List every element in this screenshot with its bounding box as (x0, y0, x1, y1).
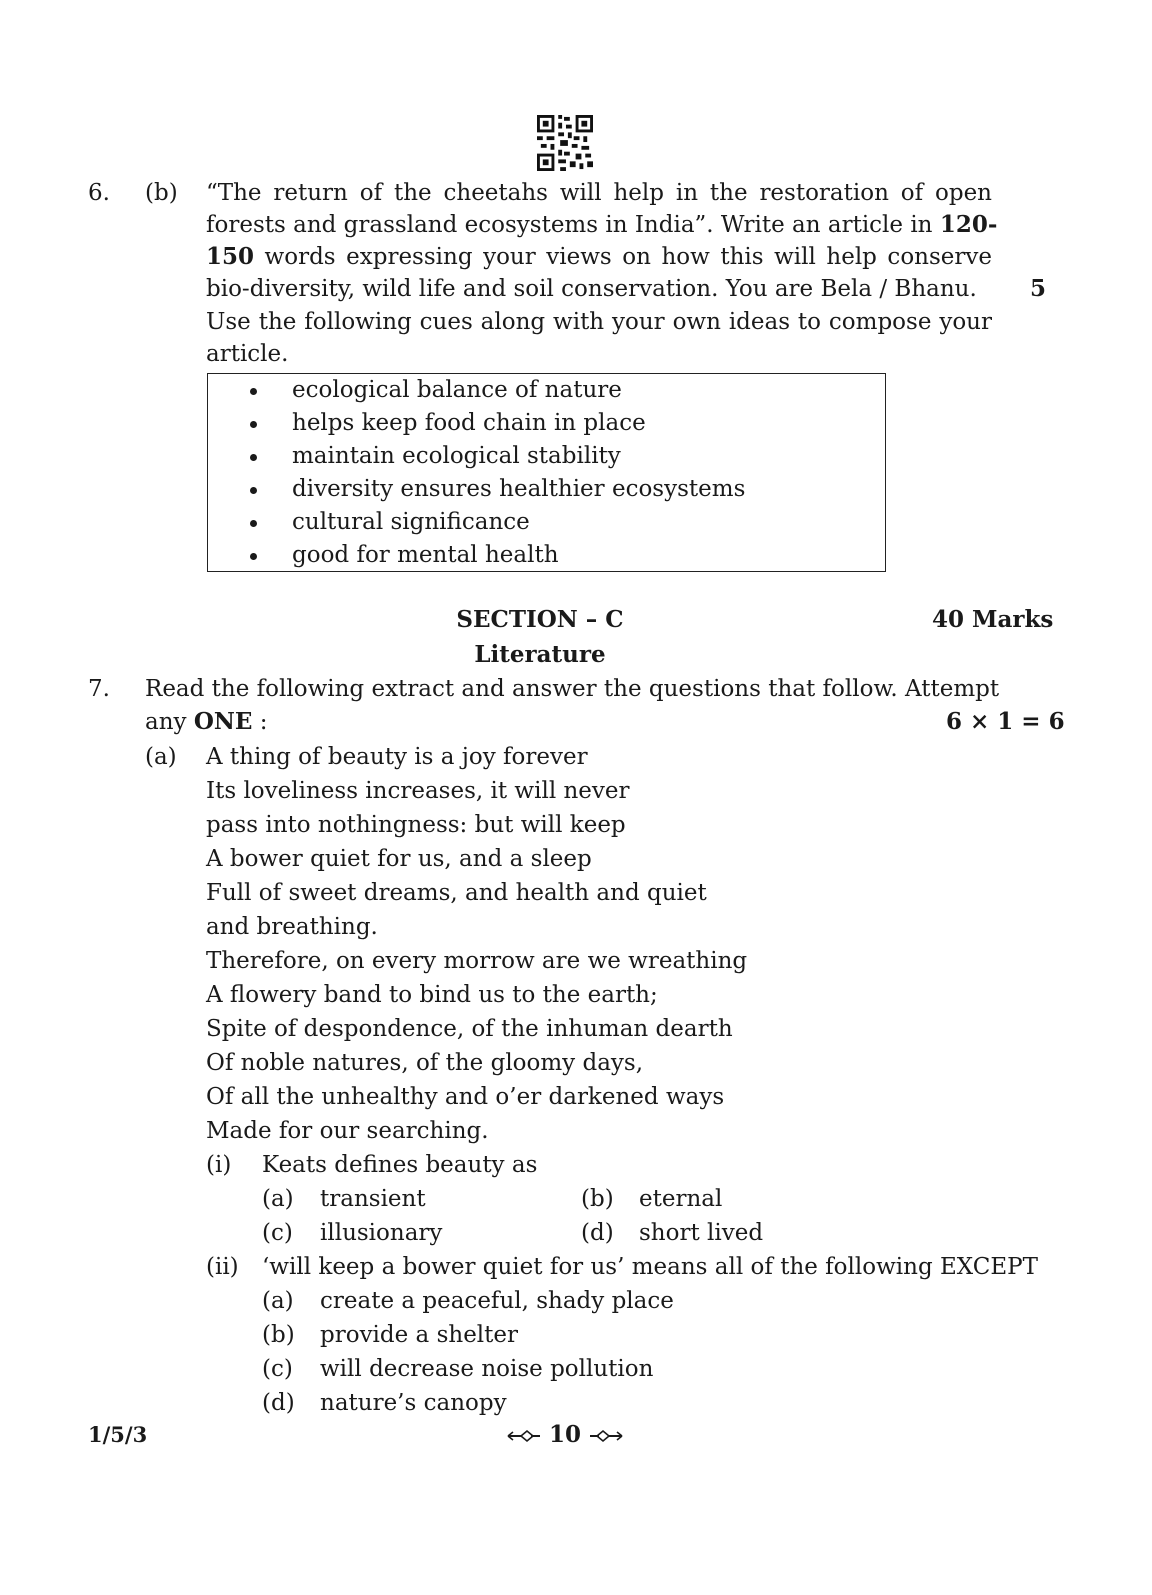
question-number-7: 7. (88, 676, 110, 702)
question-6-marks: 5 (1030, 275, 1047, 302)
poem-line: and breathing. (206, 914, 378, 940)
page-number: 10 (548, 1421, 581, 1448)
poem-line: A thing of beauty is a joy forever (206, 744, 588, 770)
poem-line: Its loveliness increases, it will never (206, 778, 630, 804)
option-text: nature’s canopy (320, 1390, 507, 1416)
question-6-line-5: Use the following cues along with your own ideas to compose your (206, 309, 992, 335)
option-label: (c) (262, 1220, 293, 1246)
sub-question-ii-label: (ii) (206, 1254, 239, 1280)
page-number-footer (500, 1420, 630, 1450)
sub-question-ii-text: ‘will keep a bower quiet for us’ means all of the following EXCEPT (262, 1254, 1038, 1280)
poem-line: A bower quiet for us, and a sleep (206, 846, 592, 872)
question-7-intro-line-2: any ONE : (145, 708, 268, 735)
cue-item: maintain ecological stability (208, 440, 885, 473)
question-6-line-6: article. (206, 341, 289, 367)
cue-item: good for mental health (208, 539, 885, 572)
question-6-line-3-text: words expressing your views on how this will help conserve (254, 244, 992, 270)
cue-item: helps keep food chain in place (208, 407, 885, 440)
section-title: SECTION – C (456, 606, 624, 633)
option-label: (a) (262, 1186, 294, 1212)
option-label: (c) (262, 1356, 293, 1382)
option-label: (d) (262, 1390, 295, 1416)
cue-item: ecological balance of nature (208, 374, 885, 407)
question-7-intro-line-1: Read the following extract and answer the questions that follow. Attempt (145, 676, 1000, 702)
question-6-line-1: “The return of the cheetahs will help in the restoration of open (206, 180, 992, 206)
option-text: provide a shelter (320, 1322, 519, 1348)
right-ornament-icon (589, 1429, 623, 1443)
bullet-icon (250, 421, 257, 428)
cues-box (207, 373, 886, 572)
option-label: (b) (581, 1186, 614, 1212)
bullet-icon (250, 454, 257, 461)
poem-line: Therefore, on every morrow are we wreathing (206, 948, 748, 974)
option-text: eternal (639, 1186, 723, 1212)
option-text: transient (320, 1186, 426, 1212)
option-label: (a) (262, 1288, 294, 1314)
section-subtitle: Literature (474, 641, 606, 668)
bullet-icon (250, 487, 257, 494)
option-label: (b) (262, 1322, 295, 1348)
option-text: illusionary (320, 1220, 443, 1246)
option-text: create a peaceful, shady place (320, 1288, 674, 1314)
poem-line: Of all the unhealthy and o’er darkened ways (206, 1084, 725, 1110)
sub-question-i-label: (i) (206, 1152, 232, 1178)
word-count-bold: 120- (939, 211, 998, 238)
poem-line: pass into nothingness: but will keep (206, 812, 626, 838)
bullet-icon (250, 520, 257, 527)
option-text: short lived (639, 1220, 764, 1246)
question-6-part-label: (b) (145, 180, 178, 206)
word-count-bold-end: 150 (206, 243, 255, 270)
bullet-icon (250, 388, 257, 395)
question-6-line-2-text: forests and grassland ecosystems in India”. Write an article in (206, 212, 940, 238)
cue-item: diversity ensures healthier ecosystems (208, 473, 885, 506)
poem-line: Full of sweet dreams, and health and quiet (206, 880, 707, 906)
cue-item: cultural significance (208, 506, 885, 539)
option-text: will decrease noise pollution (320, 1356, 654, 1382)
poem-line: Spite of despondence, of the inhuman dearth (206, 1016, 733, 1042)
question-7-part-label: (a) (145, 744, 177, 770)
paper-code: 1/5/3 (88, 1422, 148, 1447)
poem-line: Made for our searching. (206, 1118, 489, 1144)
attempt-one-bold: ONE (193, 708, 253, 735)
qr-code-icon (537, 115, 593, 171)
question-6-line-3 (206, 240, 992, 274)
poem-line: Of noble natures, of the gloomy days, (206, 1050, 644, 1076)
question-number-6: 6. (88, 180, 110, 206)
question-6-line-2 (206, 208, 998, 242)
section-marks: 40 Marks (932, 606, 1054, 633)
question-7-marks: 6 × 1 = 6 (946, 708, 1065, 735)
question-6-line-4: bio-diversity, wild life and soil conservation. You are Bela / Bhanu. (206, 276, 977, 302)
poem-line: A flowery band to bind us to the earth; (206, 982, 658, 1008)
sub-question-i-text: Keats defines beauty as (262, 1152, 538, 1178)
left-ornament-icon (507, 1429, 541, 1443)
bullet-icon (250, 553, 257, 560)
option-label: (d) (581, 1220, 614, 1246)
